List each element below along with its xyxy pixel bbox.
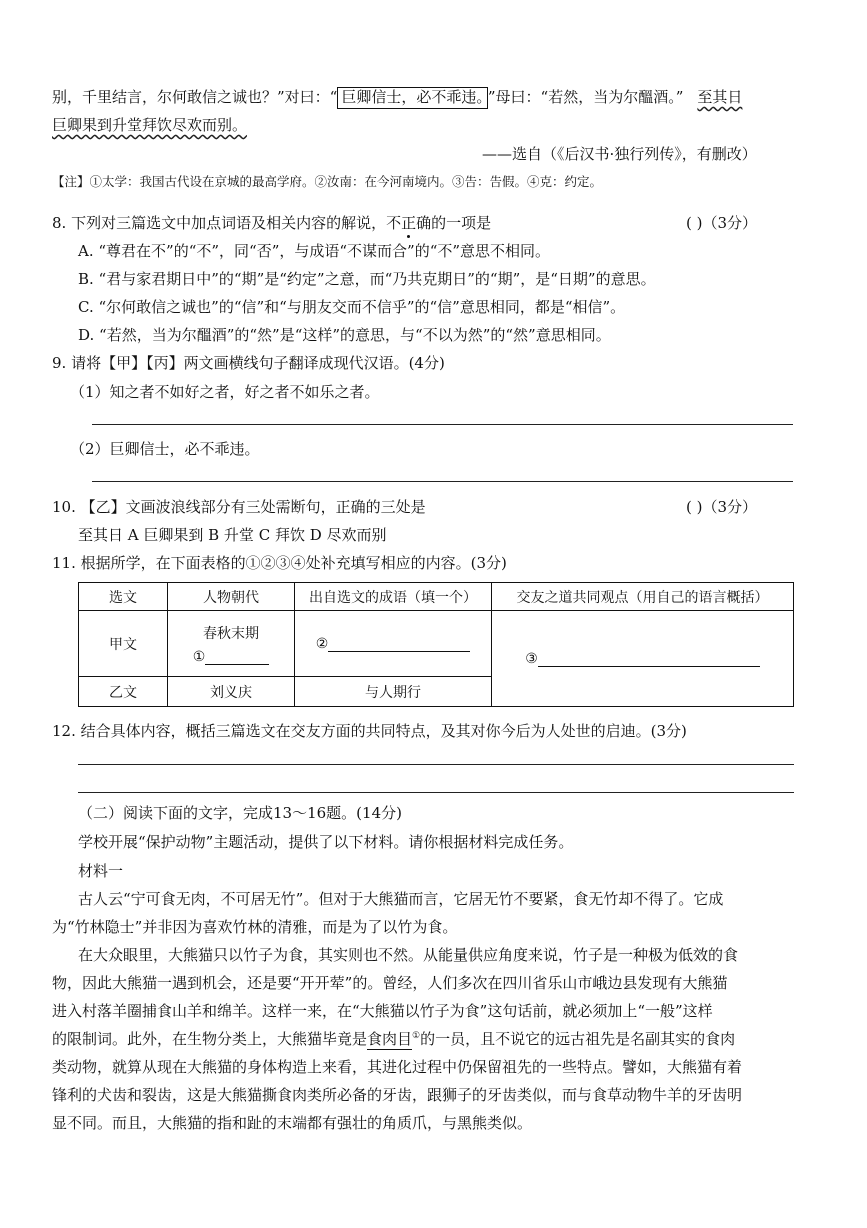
table-header: 出自选文的成语（填一个） [295, 583, 492, 611]
wavy-underlined-text: 巨卿果到升堂拜饮尽欢而别。 [52, 116, 248, 134]
material-1-line: 物，因此大熊猫一遇到机会，还是要“开开荤”的。曾经，人们多次在四川省乐山市峨边县发现有大熊猫 [52, 974, 728, 992]
blank-2[interactable] [328, 637, 470, 652]
sentence-1: （1）知之者不如好之者，好之者不如乐之者。 [70, 383, 380, 401]
question-8-title: 8. 下列对三篇选文中加点词语及相关内容的解说，不正确的一项是 [52, 214, 492, 232]
question-10-title: 10. 【乙】文画波浪线部分有三处需断句，正确的三处是 [52, 498, 426, 516]
passage-line-2 [52, 114, 247, 135]
material-1-line: 进入村落羊圈捕食山羊和绵羊。这样一来，在“大熊猫以竹子为食”这句话前，就必须加上“一般”这样 [52, 1002, 713, 1020]
material-1-line: 锋利的犬齿和裂齿，这是大熊猫撕食肉类所必备的牙齿，跟狮子的牙齿类似，而与食草动物牛羊的牙齿明 [52, 1086, 743, 1104]
row-label: 乙文 [79, 677, 168, 707]
common-view-cell: ③ [492, 611, 794, 707]
source-citation: ——选自（《后汉书·独行列传》，有删改） [482, 145, 757, 163]
era-value: 春秋末期 [203, 625, 259, 642]
material-1-line: 古人云“宁可食无肉，不可居无竹”。但对于大熊猫而言，它居无竹不要紧，食无竹却不得了。它成 [78, 890, 724, 908]
question-8-answer-bracket[interactable]: ( )（3分） [686, 214, 758, 232]
underlined-sentence: 巨卿信士，必不乖违。 [337, 87, 488, 109]
section-2-intro: 学校开展“保护动物”主题活动，提供了以下材料。请你根据材料完成任务。 [78, 833, 574, 851]
blank-1[interactable] [205, 650, 269, 665]
answer-line[interactable] [78, 792, 794, 793]
break-options: 至其日 A 巨卿果到 B 升堂 C 拜饮 D 尽欢而别 [78, 526, 387, 544]
underlined-term: 食肉目 [367, 1030, 413, 1048]
answer-line[interactable] [78, 764, 794, 765]
wavy-underlined-text: 至其日 [697, 88, 743, 106]
table-row [79, 611, 794, 677]
question-11-title: 11. 根据所学，在下面表格的①②③④处补充填写相应的内容。(3分) [52, 554, 507, 572]
footnote-marker: ① [412, 1031, 421, 1041]
question-12-title: 12. 结合具体内容，概括三篇选文在交友方面的共同特点，及其对你今后为人处世的启迪。(3分) [52, 722, 687, 740]
material-1-line: 显不同。而且，大熊猫的指和趾的末端都有强壮的角质爪，与黑熊类似。 [52, 1114, 533, 1132]
table-header: 选文 [79, 583, 168, 611]
question-10-answer-bracket[interactable]: ( )（3分） [686, 498, 758, 516]
option-b: B. “君与家君期日中”的“期”是“约定”之意，而“乃共克期日”的“期”，是“日期”的意思。 [78, 270, 656, 288]
idiom-cell: ② [295, 611, 492, 677]
person-cell: 刘义庆 [168, 677, 295, 707]
answer-line[interactable] [92, 424, 793, 425]
answer-table [78, 582, 794, 707]
question-9-title: 9. 请将【甲】【丙】两文画横线句子翻译成现代汉语。(4分) [52, 354, 445, 372]
section-2-title: （二）阅读下面的文字，完成13～16题。(14分) [78, 804, 402, 822]
table-header: 交友之道共同观点（用自己的语言概括） [492, 583, 794, 611]
option-c: C. “尔何敢信之诚也”的“信”和“与朋友交而不信乎”的“信”意思相同，都是“相信”。 [78, 298, 626, 316]
sentence-2: （2）巨卿信士，必不乖违。 [70, 440, 260, 458]
era-cell: 春秋末期 ① [168, 611, 295, 677]
table-header-row [79, 583, 794, 611]
material-1-line: 在大众眼里，大熊猫只以竹子为食，其实则也不然。从能量供应角度来说，竹子是一种极为低效的食 [78, 946, 739, 964]
option-d: D. “若然，当为尔醞酒”的“然”是“这样”的意思，与“不以为然”的“然”意思相同。 [78, 326, 611, 344]
answer-line[interactable] [92, 481, 793, 482]
blank-3[interactable] [538, 652, 760, 667]
row-label: 甲文 [79, 611, 168, 677]
passage-line-1: 别，千里结言，尔何敢信之诚也？”对曰：“ 巨卿信士，必不乖违。 ”母曰：“若然，当为尔醞酒。” 至其日 [52, 86, 742, 107]
table-header: 人物朝代 [168, 583, 295, 611]
option-a: A. “尊君在不”的“不”，同“否”，与成语“不谋而合”的“不”意思不相同。 [78, 242, 551, 260]
idiom-cell: 与人期行 [295, 677, 492, 707]
material-1-line: 类动物，就算从现在大熊猫的身体构造上来看，其进化过程中仍保留祖先的一些特点。譬如，大熊猫有着 [52, 1058, 743, 1076]
footnote: 【注】①太学：我国古代设在京城的最高学府。②汝南：在今河南境内。③告：告假。④克：约定。 [52, 174, 603, 189]
material-1-line: 为“竹林隐士”并非因为喜欢竹林的清雅，而是为了以竹为食。 [52, 918, 458, 936]
material-1-line: 的限制词。此外，在生物分类上，大熊猫毕竟是食肉目①的一员，且不说它的远古祖先是名副其实的食肉 [52, 1030, 736, 1048]
material-1-heading: 材料一 [78, 862, 124, 880]
